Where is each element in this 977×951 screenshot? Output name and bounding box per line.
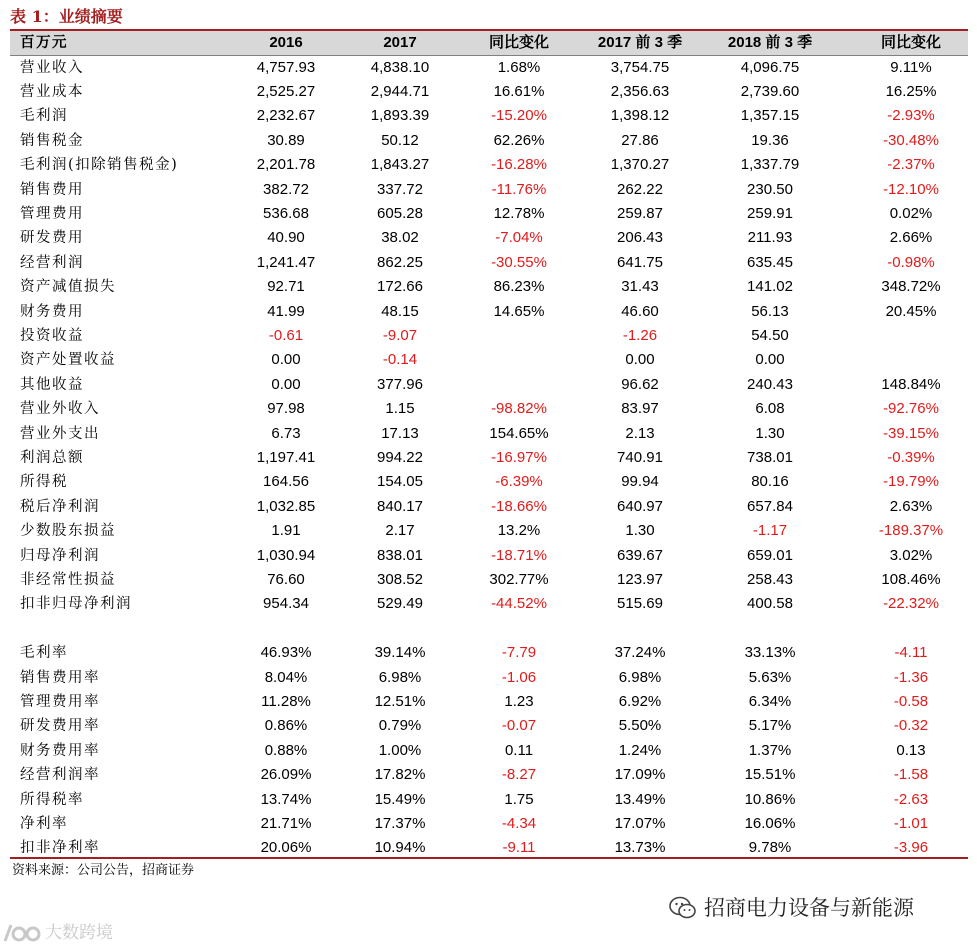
value-2016: 1.91 <box>271 522 301 540</box>
value-2017: 17.13 <box>381 424 419 442</box>
yoy-q1-q3: -0.58 <box>893 692 929 710</box>
value-2017: 840.17 <box>377 497 423 515</box>
yoy-annual: -7.79 <box>501 644 537 662</box>
value-2017-q1-q3: -1.26 <box>622 326 658 344</box>
value-2018-q1-q3: 230.50 <box>747 180 793 198</box>
yoy-annual: 1.23 <box>504 692 534 710</box>
table-row <box>10 153 968 177</box>
table-row <box>10 178 968 202</box>
value-2016: 8.04% <box>264 668 308 686</box>
value-2017-q1-q3: 641.75 <box>617 253 663 271</box>
yoy-q1-q3: 148.84% <box>881 375 941 393</box>
ratio-row <box>10 763 968 787</box>
value-2018-q1-q3: 54.50 <box>751 326 789 344</box>
item-label: 扣非归母净利润 <box>20 596 132 613</box>
wechat-account-name: 招商电力设备与新能源 <box>704 896 914 920</box>
item-label: 资产处置收益 <box>20 352 116 369</box>
value-2017-q1-q3: 3,754.75 <box>610 58 670 76</box>
value-2018-q1-q3: 1,357.15 <box>740 107 800 125</box>
value-2018-q1-q3: 240.43 <box>747 375 793 393</box>
table-row <box>10 348 968 372</box>
value-2016: 1,032.85 <box>256 497 316 515</box>
value-2018-q1-q3: 659.01 <box>747 546 793 564</box>
value-2017-q1-q3: 83.97 <box>621 400 659 418</box>
item-label: 其他收益 <box>20 376 84 393</box>
value-2017: 38.02 <box>381 229 419 247</box>
yoy-q1-q3: -0.32 <box>893 717 929 735</box>
yoy-q1-q3: 9.11% <box>890 58 932 76</box>
yoy-q1-q3: -30.48% <box>883 131 939 149</box>
table-row <box>10 300 968 324</box>
value-2018-q1-q3: 1,337.79 <box>740 156 800 174</box>
value-2017: 2,944.71 <box>370 82 430 100</box>
yoy-q1-q3: 0.02% <box>889 204 933 222</box>
item-label: 销售税金 <box>20 132 84 149</box>
yoy-q1-q3 <box>851 324 971 348</box>
item-label: 研发费用 <box>20 230 84 247</box>
table-row <box>10 495 968 519</box>
value-2016: -0.61 <box>268 326 304 344</box>
value-2018-q1-q3: 6.08 <box>755 400 785 418</box>
value-2016: 0.86% <box>264 717 308 735</box>
yoy-q1-q3: -12.10% <box>883 180 939 198</box>
yoy-annual: -16.28% <box>491 156 547 174</box>
value-2017-q1-q3: 206.43 <box>617 229 663 247</box>
table-row <box>10 446 968 470</box>
table-row <box>10 202 968 226</box>
item-label: 所得税 <box>20 474 68 491</box>
yoy-q1-q3: 2.66% <box>889 229 933 247</box>
value-2018-q1-q3: 657.84 <box>747 497 793 515</box>
value-2016: 164.56 <box>263 473 309 491</box>
table-row <box>10 129 968 153</box>
item-label: 少数股东损益 <box>20 523 116 540</box>
value-2017: 1,843.27 <box>370 156 430 174</box>
value-2016: 46.93% <box>260 644 312 662</box>
yoy-q1-q3: -0.98% <box>887 253 935 271</box>
yoy-annual: 302.77% <box>489 570 549 588</box>
yoy-q1-q3: -1.01 <box>893 814 929 832</box>
value-2017: 15.49% <box>374 790 426 808</box>
value-2017-q1-q3: 96.62 <box>621 375 659 393</box>
value-2018-q1-q3: 80.16 <box>751 473 789 491</box>
value-2018-q1-q3: 2,739.60 <box>740 82 800 100</box>
item-label: 资产减值损失 <box>20 279 116 296</box>
item-label: 营业收入 <box>20 59 84 76</box>
yoy-annual: 1.75 <box>504 790 534 808</box>
table-row <box>10 226 968 250</box>
item-label: 毛利润 <box>20 108 68 125</box>
item-label: 毛利润(扣除销售税金) <box>20 157 179 174</box>
yoy-q1-q3: -92.76% <box>883 400 939 418</box>
value-2016: 76.60 <box>267 570 305 588</box>
yoy-annual: 13.2% <box>497 522 541 540</box>
yoy-q1-q3: 16.25% <box>885 82 937 100</box>
value-2017: 0.79% <box>378 717 422 735</box>
yoy-annual: -8.27 <box>501 766 537 784</box>
value-2017-q1-q3: 37.24% <box>614 644 666 662</box>
item-label: 营业外支出 <box>20 425 100 442</box>
value-2017: 1.00% <box>378 741 422 759</box>
ratio-row <box>10 641 968 665</box>
item-label: 投资收益 <box>20 327 84 344</box>
yoy-annual: -9.11 <box>502 839 536 857</box>
value-2017-q1-q3: 2.13 <box>625 424 655 442</box>
value-2018-q1-q3: 259.91 <box>747 204 793 222</box>
item-label: 税后净利润 <box>20 498 100 515</box>
watermark <box>2 918 113 948</box>
yoy-q1-q3: 348.72% <box>881 278 941 296</box>
value-2017-q1-q3: 0.00 <box>625 351 655 369</box>
value-2017: 529.49 <box>377 595 423 613</box>
table-row <box>10 80 968 104</box>
value-2018-q1-q3: 400.58 <box>747 595 793 613</box>
table-row <box>10 275 968 299</box>
value-2017-q1-q3: 99.94 <box>621 473 659 491</box>
table-row <box>10 397 968 421</box>
item-label: 净利率 <box>20 815 68 832</box>
yoy-q1-q3: 2.63% <box>889 497 933 515</box>
value-2018-q1-q3: 15.51% <box>744 766 796 784</box>
yoy-q1-q3: -189.37% <box>878 522 944 540</box>
yoy-q1-q3: -3.96 <box>893 839 929 857</box>
table-title: 表 1：业绩摘要 <box>10 7 123 26</box>
watermark-text: 大数跨境 <box>45 923 113 943</box>
item-label: 管理费用 <box>20 205 84 222</box>
bottom-rule <box>10 857 968 859</box>
yoy-q1-q3: -1.58 <box>893 766 929 784</box>
yoy-q1-q3: 0.13 <box>896 741 926 759</box>
value-2016: 41.99 <box>267 302 305 320</box>
yoy-q1-q3: -2.37% <box>887 156 935 174</box>
item-label: 财务费用率 <box>20 742 100 759</box>
value-2016: 1,197.41 <box>256 448 316 466</box>
ratio-row <box>10 812 968 836</box>
header-col-2017-q1-q3: 2017 前 3 季 <box>597 34 683 51</box>
item-label: 经营利润 <box>20 254 84 271</box>
value-2017: 12.51% <box>374 692 426 710</box>
value-2018-q1-q3: 19.36 <box>751 131 789 149</box>
header-col-2016: 2016 <box>269 34 303 51</box>
table-row <box>10 422 968 446</box>
value-2016: 1,030.94 <box>256 546 316 564</box>
yoy-annual: 62.26% <box>493 131 545 149</box>
yoy-annual: -7.04% <box>495 229 543 247</box>
value-2017: 154.05 <box>377 473 423 491</box>
value-2017-q1-q3: 740.91 <box>617 448 663 466</box>
item-label: 毛利率 <box>20 645 68 662</box>
value-2018-q1-q3: 141.02 <box>747 278 793 296</box>
value-2016: 2,232.67 <box>256 107 316 125</box>
wechat-account-badge <box>668 893 914 923</box>
yoy-annual: -30.55% <box>491 253 547 271</box>
table-row <box>10 544 968 568</box>
table-header-row <box>10 31 968 55</box>
item-label: 非经常性损益 <box>20 571 116 588</box>
value-2017-q1-q3: 1,398.12 <box>610 107 670 125</box>
header-col-2018-q1-q3: 2018 前 3 季 <box>727 34 813 51</box>
wechat-icon <box>668 895 698 921</box>
yoy-q1-q3: 3.02% <box>889 546 933 564</box>
ratio-row <box>10 788 968 812</box>
table-row <box>10 324 968 348</box>
value-2017: 994.22 <box>377 448 423 466</box>
yoy-q1-q3: 20.45% <box>885 302 937 320</box>
yoy-annual: 16.61% <box>493 82 545 100</box>
item-label: 归母净利润 <box>20 547 100 564</box>
item-label: 经营利润率 <box>20 767 100 784</box>
value-2017-q1-q3: 13.73% <box>614 839 666 857</box>
yoy-q1-q3: 108.46% <box>881 570 941 588</box>
yoy-q1-q3: -22.32% <box>883 595 939 613</box>
value-2017: 1.15 <box>385 400 415 418</box>
value-2017-q1-q3: 2,356.63 <box>610 82 670 100</box>
value-2016: 92.71 <box>267 278 305 296</box>
yoy-annual: 0.11 <box>504 741 534 759</box>
yoy-q1-q3: -0.39% <box>887 448 935 466</box>
yoy-annual: -6.39% <box>495 473 543 491</box>
ratio-row <box>10 739 968 763</box>
yoy-q1-q3: -1.36 <box>893 668 929 686</box>
yoy-annual: -18.71% <box>491 546 547 564</box>
value-2017-q1-q3: 259.87 <box>617 204 663 222</box>
value-2016: 6.73 <box>271 424 301 442</box>
value-2017: 172.66 <box>377 278 423 296</box>
table-row <box>10 568 968 592</box>
value-2018-q1-q3: 1.37% <box>748 741 792 759</box>
item-label: 利润总额 <box>20 449 84 466</box>
ratio-row <box>10 714 968 738</box>
value-2018-q1-q3: -1.17 <box>752 522 788 540</box>
ratio-row <box>10 690 968 714</box>
yoy-q1-q3: -4.11 <box>894 644 928 662</box>
value-2016: 97.98 <box>267 400 305 418</box>
value-2017-q1-q3: 640.97 <box>617 497 663 515</box>
value-2018-q1-q3: 5.63% <box>748 668 792 686</box>
yoy-q1-q3: -19.79% <box>883 473 939 491</box>
value-2018-q1-q3: 4,096.75 <box>740 58 800 76</box>
value-2017-q1-q3: 123.97 <box>617 570 663 588</box>
ratio-row <box>10 666 968 690</box>
item-label: 营业外收入 <box>20 401 100 418</box>
yoy-annual: -1.06 <box>501 668 537 686</box>
yoy-annual: -15.20% <box>491 107 547 125</box>
yoy-annual: -11.76% <box>491 180 547 198</box>
value-2018-q1-q3: 16.06% <box>744 814 796 832</box>
yoy-annual: -0.07 <box>501 717 537 735</box>
value-2016: 26.09% <box>260 766 312 784</box>
value-2018-q1-q3: 33.13% <box>744 644 796 662</box>
value-2017-q1-q3: 262.22 <box>617 180 663 198</box>
yoy-annual: -16.97% <box>491 448 547 466</box>
value-2017-q1-q3: 1.30 <box>625 522 655 540</box>
value-2017: 39.14% <box>374 644 426 662</box>
yoy-annual: 154.65% <box>489 424 549 442</box>
value-2016: 21.71% <box>260 814 312 832</box>
value-2016: 1,241.47 <box>256 253 316 271</box>
item-label: 研发费用率 <box>20 718 100 735</box>
yoy-annual: 86.23% <box>493 278 545 296</box>
value-2018-q1-q3: 5.17% <box>748 717 792 735</box>
value-2016: 2,201.78 <box>256 156 316 174</box>
value-2017-q1-q3: 31.43 <box>621 278 659 296</box>
value-2017-q1-q3: 639.67 <box>617 546 663 564</box>
value-2016: 11.28% <box>261 692 311 710</box>
value-2017: 377.96 <box>377 375 423 393</box>
table-row <box>10 519 968 543</box>
value-2016: 20.06% <box>260 839 312 857</box>
item-label: 管理费用率 <box>20 693 100 710</box>
value-2018-q1-q3: 211.93 <box>747 229 793 247</box>
value-2017: 4,838.10 <box>370 58 430 76</box>
value-2017-q1-q3: 6.98% <box>618 668 662 686</box>
value-2017-q1-q3: 5.50% <box>618 717 662 735</box>
yoy-annual: -44.52% <box>491 595 547 613</box>
value-2017: 48.15 <box>381 302 419 320</box>
table-row <box>10 56 968 80</box>
table-row <box>10 592 968 616</box>
item-label: 扣非净利率 <box>20 840 100 857</box>
value-2016: 0.00 <box>271 351 301 369</box>
value-2017-q1-q3: 27.86 <box>621 131 659 149</box>
value-2017: -0.14 <box>382 351 418 369</box>
source-note: 资料来源：公司公告，招商证券 <box>12 863 195 878</box>
value-2017: 17.82% <box>374 766 426 784</box>
value-2018-q1-q3: 10.86% <box>744 790 796 808</box>
yoy-annual: -18.66% <box>491 497 547 515</box>
value-2016: 30.89 <box>267 131 305 149</box>
table-row <box>10 104 968 128</box>
value-2017: 2.17 <box>385 522 415 540</box>
value-2016: 382.72 <box>263 180 309 198</box>
value-2018-q1-q3: 258.43 <box>747 570 793 588</box>
yoy-annual: 1.68% <box>497 58 541 76</box>
value-2017-q1-q3: 515.69 <box>617 595 663 613</box>
value-2016: 0.00 <box>271 375 301 393</box>
item-label: 营业成本 <box>20 83 84 100</box>
value-2018-q1-q3: 635.45 <box>747 253 793 271</box>
value-2016: 13.74% <box>260 790 312 808</box>
value-2016: 0.88% <box>264 741 308 759</box>
value-2017: 337.72 <box>377 180 423 198</box>
value-2017: -9.07 <box>382 326 418 344</box>
yoy-q1-q3: -39.15% <box>883 424 939 442</box>
value-2016: 40.90 <box>267 229 305 247</box>
value-2017: 862.25 <box>377 253 423 271</box>
yoy-annual <box>459 324 579 348</box>
header-unit: 百万元 <box>20 34 68 51</box>
value-2017-q1-q3: 1,370.27 <box>610 156 670 174</box>
yoy-annual: -4.34 <box>501 814 537 832</box>
yoy-q1-q3: -2.93% <box>887 107 935 125</box>
value-2018-q1-q3: 0.00 <box>755 351 785 369</box>
item-label: 销售费用 <box>20 181 84 198</box>
value-2018-q1-q3: 56.13 <box>751 302 789 320</box>
table-row <box>10 373 968 397</box>
value-2017-q1-q3: 17.07% <box>614 814 666 832</box>
item-label: 财务费用 <box>20 303 84 320</box>
watermark-logo-icon <box>2 921 42 945</box>
value-2016: 536.68 <box>263 204 309 222</box>
value-2017: 50.12 <box>381 131 419 149</box>
yoy-annual <box>459 348 579 372</box>
value-2017: 605.28 <box>377 204 423 222</box>
value-2017-q1-q3: 1.24% <box>618 741 662 759</box>
value-2016: 954.34 <box>263 595 309 613</box>
value-2017: 308.52 <box>377 570 423 588</box>
header-col-yoy-q1-q3: 同比变化 <box>880 34 941 51</box>
value-2017-q1-q3: 17.09% <box>614 766 666 784</box>
value-2016: 2,525.27 <box>256 82 316 100</box>
value-2016: 4,757.93 <box>256 58 316 76</box>
yoy-q1-q3: -2.63 <box>893 790 929 808</box>
value-2018-q1-q3: 738.01 <box>747 448 793 466</box>
value-2017-q1-q3: 6.92% <box>618 692 662 710</box>
value-2017: 17.37% <box>374 814 426 832</box>
value-2017: 1,893.39 <box>370 107 430 125</box>
value-2018-q1-q3: 1.30 <box>755 424 785 442</box>
value-2018-q1-q3: 6.34% <box>748 692 792 710</box>
value-2017-q1-q3: 46.60 <box>621 302 659 320</box>
yoy-annual: 14.65% <box>493 302 545 320</box>
value-2017: 6.98% <box>378 668 422 686</box>
value-2017-q1-q3: 13.49% <box>614 790 666 808</box>
item-label: 销售费用率 <box>20 669 100 686</box>
value-2017: 10.94% <box>374 839 426 857</box>
item-label: 所得税率 <box>20 791 84 808</box>
table-row <box>10 470 968 494</box>
value-2018-q1-q3: 9.78% <box>748 839 792 857</box>
yoy-q1-q3 <box>851 348 971 372</box>
yoy-annual: 12.78% <box>493 204 545 222</box>
value-2017: 838.01 <box>377 546 423 564</box>
table-row <box>10 251 968 275</box>
yoy-annual: -98.82% <box>491 400 547 418</box>
header-col-yoy-annual: 同比变化 <box>488 34 549 51</box>
yoy-annual <box>459 373 579 397</box>
header-col-2017: 2017 <box>383 34 417 51</box>
